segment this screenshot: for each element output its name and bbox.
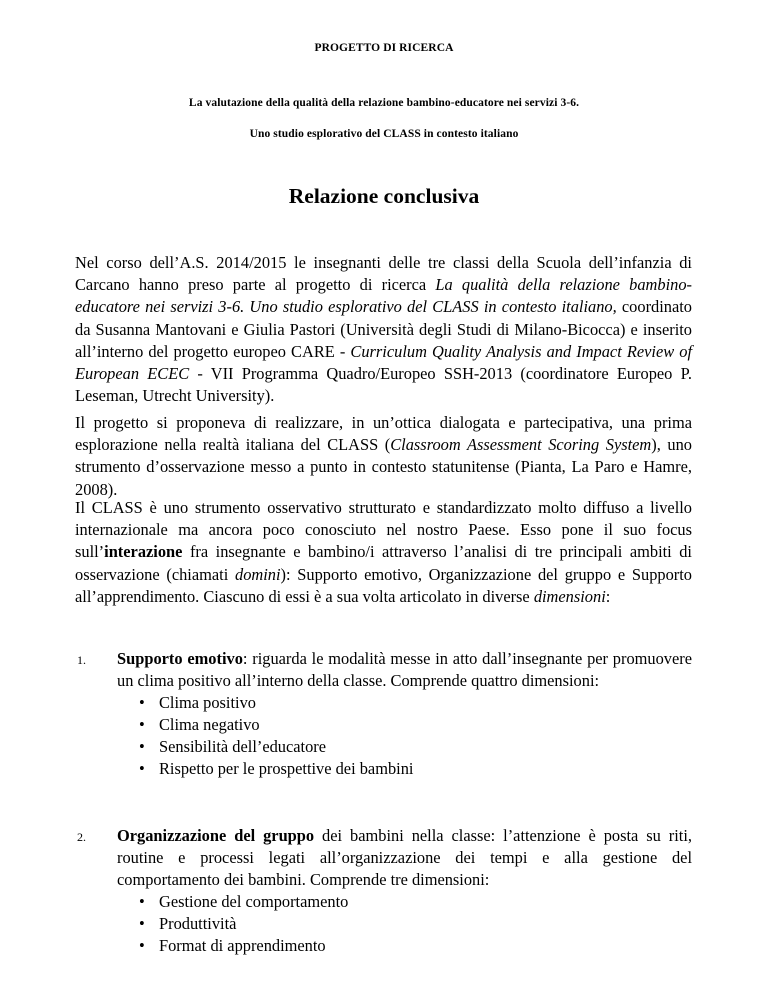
dimensioni-italic: dimensioni [533, 586, 606, 606]
care-project-italic: Curriculum Quality Analysis and Impact Review of European ECEC [75, 341, 692, 384]
sub-list-item [139, 758, 692, 780]
interazione-bold: interazione [104, 542, 183, 562]
list-text: dei bambini nella classe: l’attenzione è posta su riti, routine e processi legati all’organizzazione dei tempi e alla gestione del comportamento dei bambini. Comprende tre dimensioni: [117, 826, 692, 889]
sub-list-text: Sensibilità dell’educatore [159, 737, 327, 756]
bullet-icon: • [139, 715, 145, 734]
sub-list [117, 891, 692, 957]
list-item-content [117, 648, 692, 780]
paragraph-text: Il progetto si proponeva di realizzare, in un’ottica dialogata e partecipativa, una prima esplorazione nella realtà italiana del CLASS ( [75, 413, 692, 455]
list-item-content [117, 825, 692, 957]
sub-list [117, 692, 692, 780]
sub-list-text: Clima positivo [159, 693, 256, 712]
bullet-icon: • [139, 892, 145, 911]
sub-list-text: Format di apprendimento [159, 936, 326, 955]
bullet-icon: • [139, 737, 145, 756]
sub-list-text: Rispetto per le prospettive dei bambini [159, 759, 414, 778]
list-text: : riguarda le modalità messe in atto dall’insegnante per promuovere un clima positivo all’interno della classe. Comprende quattro dimensioni: [117, 649, 692, 690]
sub-list-text: Gestione del comportamento [159, 892, 349, 911]
sub-list-item [139, 714, 692, 736]
project-subtitle-line-2: Uno studio esplorativo del CLASS in contesto italiano [249, 128, 519, 140]
paragraph-text: ), uno strumento d’osservazione messo a punto in contesto statunitense (Pianta, La Paro e Hamre, 2008). [75, 435, 692, 499]
paragraph-intro [75, 252, 692, 407]
sub-list-text: Clima negativo [159, 715, 260, 734]
paragraph-text: Il CLASS è uno strumento osservativo strutturato e standardizzato molto diffuso a livello internazionale ma ancora poco conosciuto nel nostro Paese. Esso pone il suo focus sull’ [75, 498, 692, 562]
list-heading: Supporto emotivo [117, 649, 243, 668]
list-number: 2. [77, 830, 86, 844]
project-name-italic: La qualità della relazione bambino-educatore nei servizi 3-6. Uno studio esplorativo del CLASS in contesto italiano, [75, 275, 692, 317]
sub-list-item [139, 891, 692, 913]
sub-list-item [139, 935, 692, 957]
bullet-icon: • [139, 759, 145, 778]
paragraph-project-aim [75, 412, 692, 501]
sub-list-text: Produttività [159, 914, 237, 933]
sub-list-item [139, 692, 692, 714]
domini-italic: domini [235, 564, 281, 584]
sub-list-item [139, 736, 692, 758]
bullet-icon: • [139, 693, 145, 712]
bullet-icon: • [139, 936, 145, 955]
bullet-icon: • [139, 914, 145, 933]
paragraph-text: : [605, 586, 611, 606]
paragraph-text: Nel corso dell’A.S. 2014/2015 le insegnanti delle tre classi della Scuola dell’infanzia di Carcano hanno preso parte al progetto di ricerca [75, 253, 692, 295]
paragraph-text: ): Supporto emotivo, Organizzazione del gruppo e Supporto all’apprendimento. Ciascuno di essi è a sua volta articolato in diverse [75, 564, 692, 606]
paragraph-text: fra insegnante e bambino/i attraverso l’analisi di tre principali ambiti di osservazione (chiamati [75, 542, 692, 584]
page-title: Relazione conclusiva [288, 184, 480, 208]
project-subtitle-line-1: La valutazione della qualità della relazione bambino-educatore nei servizi 3-6. [188, 97, 580, 109]
paragraph-class-description [75, 497, 692, 608]
sub-list-item [139, 913, 692, 935]
project-label: PROGETTO DI RICERCA [314, 42, 454, 54]
paragraph-text: coordinato da Susanna Mantovani e Giulia Pastori (Università degli Studi di Milano-Bicocca) e inserito all’interno del progetto europeo CARE - [75, 297, 692, 361]
paragraph-text: - VII Programma Quadro/Europeo SSH-2013 (coordinatore Europeo P. Leseman, Utrecht University). [75, 364, 692, 406]
list-heading: Organizzazione del gruppo [117, 826, 315, 845]
list-number: 1. [77, 653, 86, 667]
class-name-italic: Classroom Assessment Scoring System [390, 435, 652, 455]
